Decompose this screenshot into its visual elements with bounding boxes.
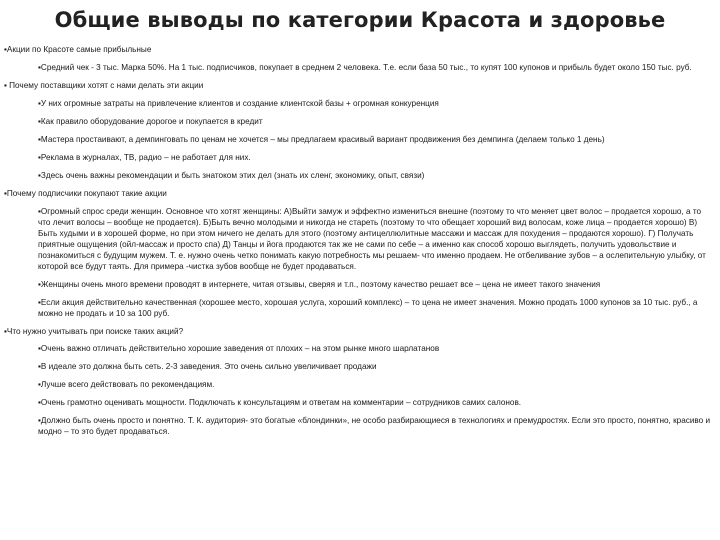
section-heading: ▪ Почему поставщики хотят с нами делать эти акции <box>4 81 204 90</box>
bullet-item: ▪Реклама в журналах, ТВ, радио – не работает для них. <box>38 153 251 162</box>
bullet-item: ▪Должно быть очень просто и понятно. Т. К. аудитория- это богатые «блондинки», не особо разбирающиеся в технологиях и премудростях. Если это просто, понятно, красиво и модно – то это будет продаваться. <box>38 416 711 436</box>
bullet-item: ▪Женщины очень много времени проводят в интернете, читая отзывы, сверяя и т.п., поэтому качество решает все – цена не имеет такого значения <box>38 280 601 289</box>
bullet-item: ▪В идеале это должна быть сеть. 2-3 заведения. Это очень сильно увеличивает продажи <box>38 362 377 371</box>
bullet-item: ▪Очень важно отличать действительно хорошие заведения от плохих – на этом рынке много шарлатанов <box>38 344 440 353</box>
section-heading: ▪Почему подписчики покупают такие акции <box>4 189 167 198</box>
bullet-item: ▪Огромный спрос среди женщин. Основное что хотят женщины: А)Выйти замуж и эффектно измениться внешне (поэтому то что меняет цвет волос – продается хорошо, а то что лечит волосы – вообще не продается). Б)Быть вечно молодыми и никогда не стареть (поэтому то что обещает хороший вид волосам, коже лица – продается хорошо) В) Быть худыми и в хорошей форме, но при этом ничего не делать для этого (поэтому антицеллюлитные массажи и массаж для похудения – продаются хорошо). Г) Получать приятные ощущения (ойл-массаж и просто спа) Д) Танцы и йога продаются так же не сами по себе – а именно как способ хорошо выглядеть, получить удовольствие и познакомиться с будущим мужем. Т. е. нужно очень четко понимать какую потребность мы решаем- что именно продаем. Не отбеливание зубов – а ослепительную улыбку, от которой все будут таять. Для примера -чистка зубов вообще не будет продаваться. <box>38 207 706 271</box>
bullet-item: ▪Если акция действительно качественная (хорошее место, хорошая услуга, хороший комплекс) – то цена не имеет значения. Можно продать 1000 купонов за 10 тыс. руб., а можно не продать и 10 за 100 руб. <box>38 298 698 318</box>
bullet-item: ▪Средний чек - 3 тыс. Марка 50%. На 1 тыс. подписчиков, покупает в среднем 2 человека. Т.е. если база 50 тыс., то купят 100 купонов и прибыль будет около 150 тыс. руб. <box>38 63 692 72</box>
bullet-item: ▪Здесь очень важны рекомендации и быть знатоком этих дел (знать их сленг, экономику, опыт, связи) <box>38 171 425 180</box>
bullet-item: ▪Лучше всего действовать по рекомендациям. <box>38 380 215 389</box>
section-heading: ▪Что нужно учитывать при поиске таких акций? <box>4 327 184 336</box>
bullet-item: ▪Очень грамотно оценивать мощности. Подключать к консультациям и ответам на комментарии – сотрудников самих салонов. <box>38 398 522 407</box>
slide-title: Общие выводы по категории Красота и здоровье <box>54 8 666 32</box>
bullet-item: ▪Мастера простаивают, а демпинговать по ценам не хочется – мы предлагаем красивый вариант продвижения без демпинга (делаем только 1 день) <box>38 135 605 144</box>
slide-content <box>4 44 712 444</box>
bullet-item: ▪У них огромные затраты на привлечение клиентов и создание клиентской базы + огромная конкуренция <box>38 99 439 108</box>
bullet-item: ▪Как правило оборудование дорогое и покупается в кредит <box>38 117 263 126</box>
section-heading: ▪Акции по Красоте самые прибыльные <box>4 45 152 54</box>
